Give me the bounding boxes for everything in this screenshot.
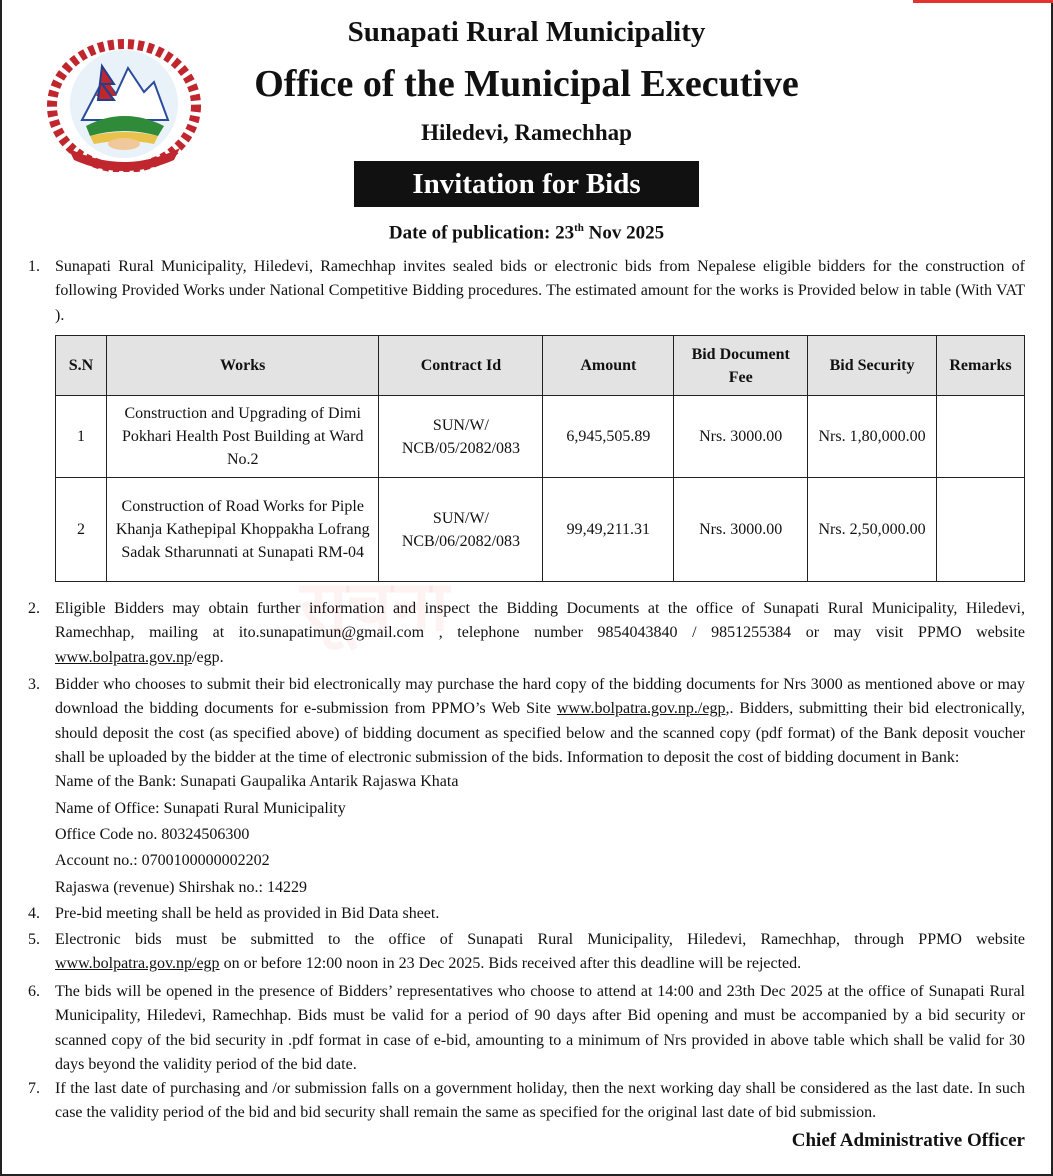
para-2-number: 2.: [28, 600, 40, 617]
para-2-text: Eligible Bidders may obtain further information and inspect the Bidding Documents at the office of Sunapati Rural Municipality, Hiledevi, Ramechhap, mailing at ito.sunapatimun@gmail.com , telephone number 9854043840 / 9851255384 or may visit PPMO website www.bolpatra.gov.np/egp.: [55, 600, 1025, 666]
table-row: [56, 396, 1025, 478]
cell-remarks: [936, 478, 1024, 582]
header-contract-id: Contract Id: [379, 336, 543, 396]
cell-security: Nrs. 2,50,000.00: [808, 478, 937, 582]
para-4-text: Pre-bid meeting shall be held as provided in Bid Data sheet.: [55, 905, 440, 922]
cell-amount: 6,945,505.89: [543, 396, 674, 478]
para-6-number: 6.: [28, 983, 40, 1000]
para-3-number: 3.: [28, 676, 40, 693]
cell-remarks: [936, 396, 1024, 478]
bolpatra-submit-link[interactable]: www.bolpatra.gov.np/egp: [55, 955, 220, 973]
header-bid-security: Bid Security: [808, 336, 937, 396]
table-row: [56, 478, 1025, 582]
para-6-text: The bids will be opened in the presence of Bidders’ representatives who choose to attend at 14:00 and 23th Dec 2025 at the office of Sunapati Rural Municipality, Hiledevi, Ramechhap. Bids must be valid for a period of 90 days after Bid opening and must be accompanied by a bid security or scanned copy of the bid security in .pdf format in case of e-bid, amounting to a minimum of Nrs provided in above table which shall be valid for 30 days beyond the validity period of the bid date.: [55, 983, 1025, 1073]
top-accent-mark: [913, 0, 1053, 3]
bank-account-no: Account no.: 0700100000002202: [55, 852, 270, 869]
header-bid-document-fee: Bid Document Fee: [674, 336, 808, 396]
para-5-number: 5.: [28, 931, 40, 948]
cell-amount: 99,49,211.31: [543, 478, 674, 582]
bolpatra-egp-link[interactable]: www.bolpatra.gov.np./egp: [556, 700, 726, 718]
watermark: सूचना: [300, 565, 449, 647]
para-4-number: 4.: [28, 905, 40, 922]
office-location: Hiledevi, Ramechhap: [421, 120, 632, 145]
cell-contract-id: SUN/W/ NCB/05/2082/083: [379, 396, 543, 478]
para-7-text: If the last date of purchasing and /or submission falls on a government holiday, then the next working day shall be considered as the last date. In such case the validity period of the bid and bid security shall remain the same as specified for the original last date of bid submission.: [55, 1080, 1025, 1122]
cell-sn: 2: [56, 478, 107, 582]
bank-office-name: Name of Office: Sunapati Rural Municipality: [55, 800, 346, 817]
municipality-name: Sunapati Rural Municipality: [347, 16, 706, 48]
para-5-text: Electronic bids must be submitted to the office of Sunapati Rural Municipality, Hiledevi, Ramechhap, through PPMO website www.bolpatra.gov.np/egp on or before 12:00 noon in 23 Dec 2025. Bids received after this deadline will be rejected.: [55, 931, 1025, 973]
bank-name: Name of the Bank: Sunapati Gaupalika Antarik Rajaswa Khata: [55, 773, 459, 790]
table-header-row: [56, 336, 1025, 396]
cell-sn: 1: [56, 396, 107, 478]
header-works: Works: [106, 336, 379, 396]
para-3-text: Bidder who chooses to submit their bid electronically may purchase the hard copy of the bidding documents for Nrs 3000 as mentioned above or may download the bidding documents for e-submission from PPMO’s Web Site www.bolpatra.gov.np./egp,. Bidders, submitting their bid electronically, should deposit the cost (as specified above) of bidding document as specified below and the scanned copy (pdf format) of the Bank deposit voucher shall be uploaded by the bidder at the time of electronic submission of the bids. Information to deposit the cost of bidding document in Bank:: [55, 676, 1025, 766]
header-sn: S.N: [56, 336, 107, 396]
publication-date: Date of publication: 23th Nov 2025: [388, 222, 665, 244]
bolpatra-link[interactable]: www.bolpatra.gov.np: [55, 648, 193, 666]
para-1-number: 1.: [28, 258, 40, 275]
cell-security: Nrs. 1,80,000.00: [808, 396, 937, 478]
cell-contract-id: SUN/W/ NCB/06/2082/083: [379, 478, 543, 582]
para-1-text: Sunapati Rural Municipality, Hiledevi, Ramechhap invites sealed bids or electronic bids from Nepalese eligible bidders for the construction of following Provided Works under National Competitive Bidding procedures. The estimated amount for the works is Provided below in table (With VAT ).: [55, 258, 1025, 324]
header-amount: Amount: [543, 336, 674, 396]
invitation-banner: Invitation for Bids: [354, 161, 699, 207]
cell-works: Construction of Road Works for Piple Khanja Kathepipal Khoppakha Lofrang Sadak Stharunnati at Sunapati RM-04: [106, 478, 379, 582]
cell-fee: Nrs. 3000.00: [674, 478, 808, 582]
bank-office-code: Office Code no. 80324506300: [55, 826, 250, 843]
bids-table: [55, 335, 1025, 582]
cell-fee: Nrs. 3000.00: [674, 396, 808, 478]
signature-title: Chief Administrative Officer: [791, 1130, 1025, 1151]
para-7-number: 7.: [28, 1080, 40, 1097]
bank-revenue-heading: Rajaswa (revenue) Shirshak no.: 14229: [55, 879, 307, 896]
office-title: Office of the Municipal Executive: [254, 63, 799, 105]
header-remarks: Remarks: [936, 336, 1024, 396]
cell-works: Construction and Upgrading of Dimi Pokhari Health Post Building at Ward No.2: [106, 396, 379, 478]
